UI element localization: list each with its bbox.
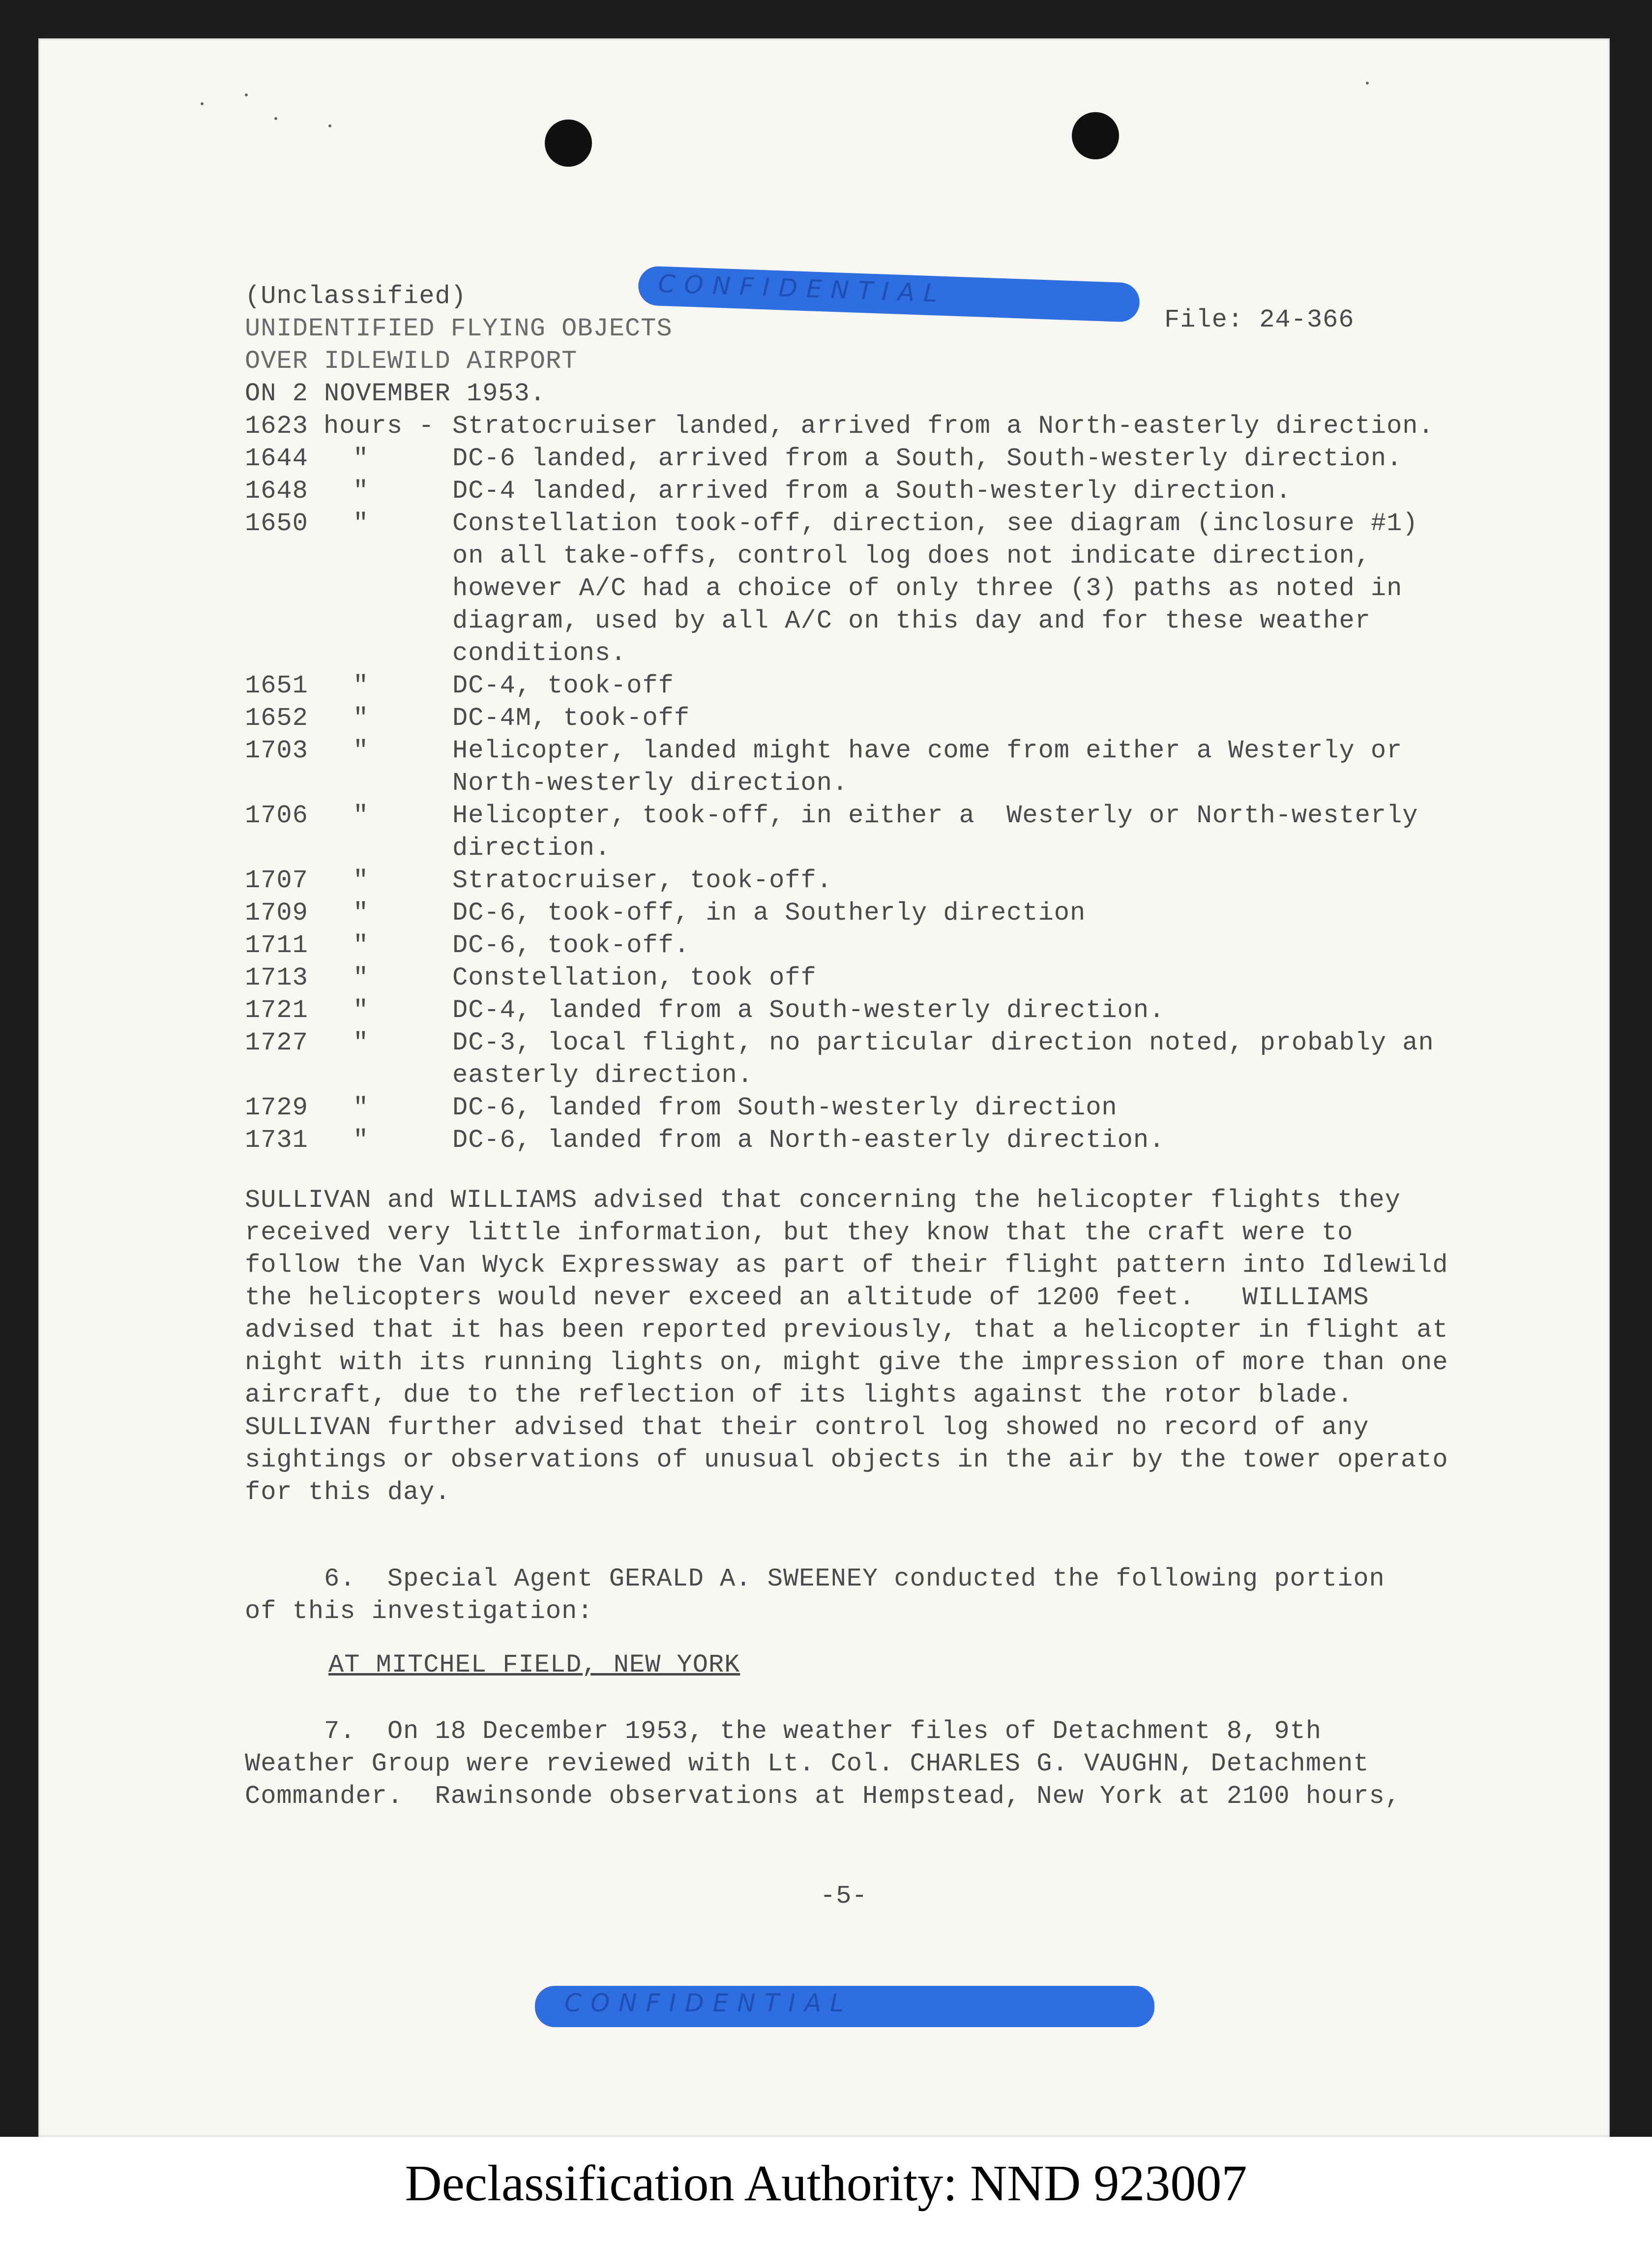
log-time: 1644 xyxy=(245,444,308,473)
log-entry-text: Helicopter, landed might have come from either a Westerly or xyxy=(452,736,1403,765)
log-ditto-mark: " xyxy=(353,996,369,1025)
log-ditto-mark: " xyxy=(353,1093,369,1122)
page-number: -5- xyxy=(820,1882,868,1911)
paragraph-line: sightings or observations of unusual objects in the air by the tower operato xyxy=(245,1445,1448,1474)
log-time: 1713 xyxy=(245,963,308,992)
paragraph-line: aircraft, due to the reflection of its lights against the rotor blade. xyxy=(245,1380,1354,1409)
paragraph-line: the helicopters would never exceed an altitude of 1200 feet. WILLIAMS xyxy=(245,1283,1369,1312)
document-sheet xyxy=(38,38,1610,2137)
log-ditto-mark: " xyxy=(353,898,369,928)
log-ditto-mark: " xyxy=(353,963,369,992)
log-entry-text: DC-4, landed from a South-westerly direction. xyxy=(452,996,1165,1025)
log-time: 1711 xyxy=(245,931,308,960)
title-line-3: ON 2 NOVEMBER 1953. xyxy=(245,379,546,408)
log-time: 1650 xyxy=(245,509,308,538)
log-ditto-mark: " xyxy=(353,736,369,765)
paragraph-line: 7. On 18 December 1953, the weather files of Detachment 8, 9th xyxy=(245,1717,1322,1746)
log-ditto-mark: " xyxy=(353,866,369,895)
log-entry-text: however A/C had a choice of only three (3) paths as noted in xyxy=(452,574,1403,603)
log-entry-text: Stratocruiser landed, arrived from a North-easterly direction. xyxy=(452,412,1434,441)
log-ditto-mark: " xyxy=(353,444,369,473)
paragraph-line: Weather Group were reviewed with Lt. Col. CHARLES G. VAUGHN, Detachment xyxy=(245,1749,1369,1778)
confidential-marker-top: CONFIDENTIAL xyxy=(638,266,1140,323)
log-time: 1652 xyxy=(245,704,308,733)
paragraph-line: received very little information, but they know that the craft were to xyxy=(245,1218,1354,1247)
log-entry-text: DC-6, took-off. xyxy=(452,931,690,960)
log-time: 1706 xyxy=(245,801,308,830)
log-entry-text: Stratocruiser, took-off. xyxy=(452,866,832,895)
paragraph-line: of this investigation: xyxy=(245,1597,593,1626)
log-entry-text: DC-6, took-off, in a Southerly direction xyxy=(452,898,1086,928)
paper-speck xyxy=(245,93,248,96)
log-ditto-mark: " xyxy=(353,671,369,700)
log-entry-text: conditions. xyxy=(452,639,627,668)
log-entry-text: DC-4M, took-off xyxy=(452,704,690,733)
paragraph-line: Commander. Rawinsonde observations at Hempstead, New York at 2100 hours, xyxy=(245,1782,1401,1811)
log-ditto-mark: " xyxy=(353,477,369,506)
log-time: 1648 xyxy=(245,477,308,506)
log-time: 1721 xyxy=(245,996,308,1025)
declassification-footer: Declassification Authority: NND 923007 xyxy=(405,2155,1247,2212)
log-time: 1651 xyxy=(245,671,308,700)
log-entry-text: direction. xyxy=(452,834,611,863)
title-line-2: OVER IDLEWILD AIRPORT xyxy=(245,347,578,376)
paragraph-line: SULLIVAN further advised that their control log showed no record of any xyxy=(245,1413,1369,1442)
log-entry-text: DC-6 landed, arrived from a South, South-westerly direction. xyxy=(452,444,1403,473)
classification-label: (Unclassified) xyxy=(245,282,467,311)
log-entry-text: Constellation took-off, direction, see diagram (inclosure #1) xyxy=(452,509,1418,538)
paragraph-line: follow the Van Wyck Expressway as part of their flight pattern into Idlewild xyxy=(245,1251,1448,1280)
log-ditto-mark: " xyxy=(353,931,369,960)
log-time: 1623 xyxy=(245,412,308,441)
title-line-1: UNIDENTIFIED FLYING OBJECTS xyxy=(245,314,673,343)
log-entry-text: DC-4, took-off xyxy=(452,671,674,700)
paragraph-line: 6. Special Agent GERALD A. SWEENEY conducted the following portion xyxy=(245,1564,1385,1593)
log-entry-text: on all take-offs, control log does not indicate direction, xyxy=(452,541,1371,570)
log-ditto-mark: " xyxy=(353,509,369,538)
log-ditto-mark: " xyxy=(353,1028,369,1057)
punch-hole-right xyxy=(1072,112,1119,159)
paragraph-line: advised that it has been reported previously, that a helicopter in flight at xyxy=(245,1316,1448,1345)
log-ditto-mark: hours - xyxy=(324,412,435,441)
log-entry-text: diagram, used by all A/C on this day and for these weather xyxy=(452,606,1371,635)
confidential-marker-bottom: CONFIDENTIAL xyxy=(535,1986,1154,2027)
log-time: 1703 xyxy=(245,736,308,765)
log-time: 1709 xyxy=(245,898,308,928)
file-number: File: 24-366 xyxy=(1164,305,1355,334)
paper-speck xyxy=(274,117,277,120)
log-entry-text: DC-4 landed, arrived from a South-westerly direction. xyxy=(452,477,1292,506)
paper-speck xyxy=(328,124,331,127)
log-time: 1731 xyxy=(245,1126,308,1155)
log-entry-text: Helicopter, took-off, in either a Westerly or North-westerly xyxy=(452,801,1418,830)
log-entry-text: easterly direction. xyxy=(452,1061,753,1090)
log-ditto-mark: " xyxy=(353,704,369,733)
paper-speck xyxy=(1366,82,1369,85)
paragraph-line: for this day. xyxy=(245,1478,451,1507)
paragraph-line: SULLIVAN and WILLIAMS advised that concerning the helicopter flights they xyxy=(245,1186,1401,1215)
punch-hole-left xyxy=(545,120,592,167)
log-time: 1707 xyxy=(245,866,308,895)
log-ditto-mark: " xyxy=(353,801,369,830)
log-entry-text: DC-6, landed from South-westerly direction xyxy=(452,1093,1118,1122)
log-ditto-mark: " xyxy=(353,1126,369,1155)
section-heading: AT MITCHEL FIELD, NEW YORK xyxy=(328,1650,740,1679)
log-time: 1727 xyxy=(245,1028,308,1057)
log-entry-text: North-westerly direction. xyxy=(452,769,849,798)
log-entry-text: Constellation, took off xyxy=(452,963,817,992)
log-entry-text: DC-3, local flight, no particular direction noted, probably an xyxy=(452,1028,1434,1057)
paper-speck xyxy=(201,102,204,105)
log-entry-text: DC-6, landed from a North-easterly direction. xyxy=(452,1126,1165,1155)
log-time: 1729 xyxy=(245,1093,308,1122)
paragraph-line: night with its running lights on, might give the impression of more than one xyxy=(245,1348,1448,1377)
